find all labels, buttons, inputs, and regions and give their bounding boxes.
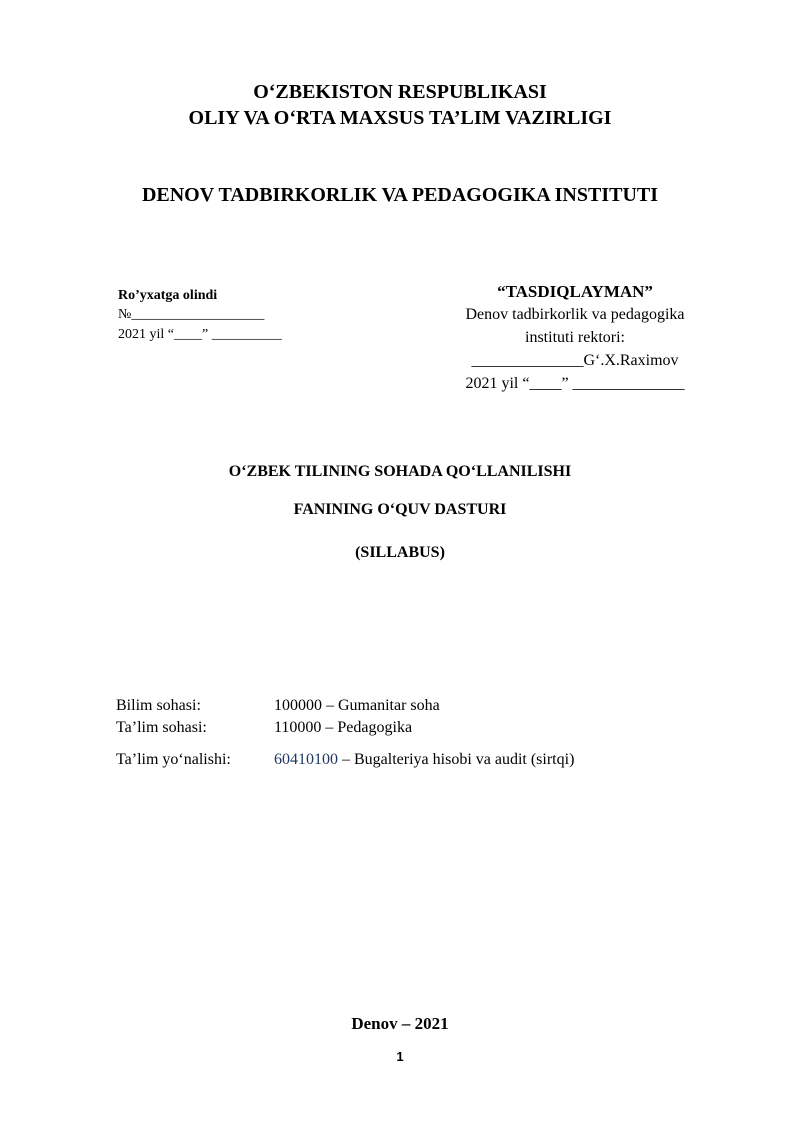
course-title-line-1: O‘ZBEK TILINING SOHADA QO‘LLANILISHI (228, 463, 572, 480)
approval-title: “TASDIQLAYMAN” (497, 282, 653, 301)
place-year: Denov – 2021 (351, 1014, 449, 1033)
institute-name: DENOV TADBIRKORLIK VA PEDAGOGIKA INSTITUTI (141, 184, 659, 206)
info-row-education (0, 719, 800, 743)
info-label: Ta’lim yo‘nalishi: (116, 751, 231, 768)
info-label: Ta’lim sohasi: (116, 719, 207, 736)
info-row-knowledge (0, 697, 800, 721)
direction-name: – Bugalteriya hisobi va audit (sirtqi) (338, 751, 575, 768)
course-title-line-3: (SILLABUS) (355, 544, 445, 561)
info-value: 100000 – Gumanitar soha (274, 697, 440, 714)
info-label: Bilim sohasi: (116, 697, 201, 714)
approval-line-1: Denov tadbirkorlik va pedagogika (465, 306, 685, 323)
approval-line-2: instituti rektori: (525, 329, 625, 346)
registration-date-line: 2021 yil “____” __________ (118, 327, 282, 342)
approval-date-line: 2021 yil “____” ______________ (465, 375, 685, 392)
ministry-heading (0, 79, 800, 131)
direction-code: 60410100 (274, 751, 338, 768)
approval-signature: ______________G‘.X.Raximov (471, 352, 679, 369)
registration-title: Ro’yxatga olindi (118, 288, 218, 303)
info-value: 110000 – Pedagogika (274, 719, 413, 736)
page-number: 1 (396, 1049, 404, 1064)
course-title-line-2: FANINING O‘QUV DASTURI (293, 501, 507, 518)
approval-block (444, 280, 706, 395)
info-row-direction (0, 751, 800, 775)
registration-number-line: №___________________ (118, 307, 265, 322)
ministry-line-2: OLIY VA O‘RTA MAXSUS TA’LIM VAZIRLIGI (188, 107, 612, 129)
ministry-line-1: O‘ZBEKISTON RESPUBLIKASI (253, 81, 547, 103)
info-value (274, 751, 574, 769)
